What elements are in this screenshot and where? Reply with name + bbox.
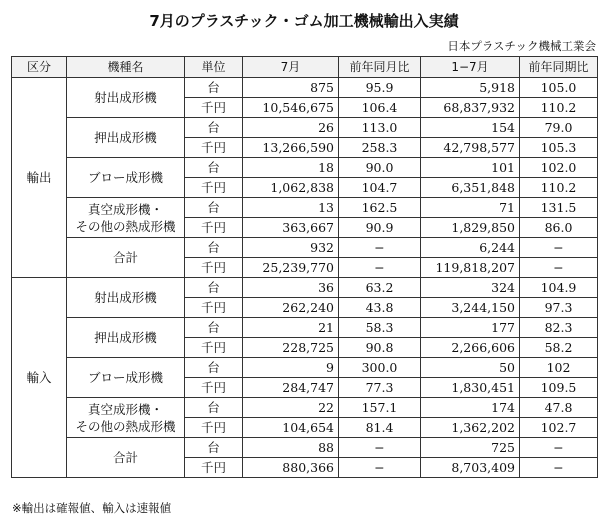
col-header-category: 区分	[12, 57, 67, 78]
unit-cell: 台	[185, 198, 243, 218]
cumulative-ratio: 131.5	[520, 198, 598, 218]
cumulative-ratio: −	[520, 438, 598, 458]
machine-name: 押出成形機	[67, 118, 185, 158]
month-value: 1,062,838	[243, 178, 339, 198]
unit-cell: 台	[185, 358, 243, 378]
cumulative-ratio: 82.3	[520, 318, 598, 338]
cumulative-value: 8,703,409	[421, 458, 520, 478]
section-label: 輸出	[12, 78, 67, 278]
month-value: 284,747	[243, 378, 339, 398]
machine-name: 射出成形機	[67, 78, 185, 118]
machine-name: 真空成形機・ その他の熱成形機	[67, 398, 185, 438]
machine-name: 合計	[67, 438, 185, 478]
unit-cell: 千円	[185, 98, 243, 118]
cumulative-ratio: 102	[520, 358, 598, 378]
cumulative-value: 6,244	[421, 238, 520, 258]
cumulative-value: 101	[421, 158, 520, 178]
cumulative-ratio: 110.2	[520, 98, 598, 118]
machine-name: 合計	[67, 238, 185, 278]
month-ratio: 63.2	[339, 278, 421, 298]
table-row	[12, 438, 598, 458]
cumulative-value: 1,362,202	[421, 418, 520, 438]
month-ratio: 300.0	[339, 358, 421, 378]
source-label: 日本プラスチック機械工業会	[447, 39, 596, 53]
cumulative-value: 6,351,848	[421, 178, 520, 198]
month-value: 21	[243, 318, 339, 338]
month-ratio: 90.0	[339, 158, 421, 178]
month-value: 363,667	[243, 218, 339, 238]
cumulative-ratio: 104.9	[520, 278, 598, 298]
cumulative-value: 2,266,606	[421, 338, 520, 358]
month-ratio: 58.3	[339, 318, 421, 338]
table-row	[12, 78, 598, 98]
month-value: 932	[243, 238, 339, 258]
month-ratio: 106.4	[339, 98, 421, 118]
section-label: 輸入	[12, 278, 67, 478]
footnote: ※輸出は確報値、輸入は速報値	[12, 501, 172, 515]
unit-cell: 台	[185, 278, 243, 298]
month-value: 228,725	[243, 338, 339, 358]
table-body	[12, 78, 598, 478]
unit-cell: 台	[185, 78, 243, 98]
month-ratio: −	[339, 238, 421, 258]
month-value: 22	[243, 398, 339, 418]
trade-table	[11, 56, 598, 478]
cumulative-ratio: 102.0	[520, 158, 598, 178]
month-ratio: −	[339, 258, 421, 278]
cumulative-value: 174	[421, 398, 520, 418]
unit-cell: 千円	[185, 338, 243, 358]
machine-name: 押出成形機	[67, 318, 185, 358]
month-value: 26	[243, 118, 339, 138]
unit-cell: 台	[185, 438, 243, 458]
month-value: 9	[243, 358, 339, 378]
cumulative-value: 5,918	[421, 78, 520, 98]
month-value: 25,239,770	[243, 258, 339, 278]
col-header-machine: 機種名	[67, 57, 185, 78]
unit-cell: 台	[185, 238, 243, 258]
month-value: 880,366	[243, 458, 339, 478]
unit-cell: 台	[185, 398, 243, 418]
page-title: 7月のプラスチック・ゴム加工機械輸出入実績	[149, 12, 459, 30]
cumulative-value: 68,837,932	[421, 98, 520, 118]
month-ratio: 43.8	[339, 298, 421, 318]
cumulative-value: 1,829,850	[421, 218, 520, 238]
cumulative-ratio: 79.0	[520, 118, 598, 138]
col-header-cumulative-ratio: 前年同期比	[520, 57, 598, 78]
table-row	[12, 158, 598, 178]
col-header-month-ratio: 前年同月比	[339, 57, 421, 78]
col-header-unit: 単位	[185, 57, 243, 78]
cumulative-ratio: 47.8	[520, 398, 598, 418]
cumulative-value: 324	[421, 278, 520, 298]
machine-name: 射出成形機	[67, 278, 185, 318]
table-row	[12, 278, 598, 298]
month-value: 18	[243, 158, 339, 178]
month-ratio: −	[339, 438, 421, 458]
cumulative-value: 119,818,207	[421, 258, 520, 278]
unit-cell: 台	[185, 158, 243, 178]
cumulative-ratio: 102.7	[520, 418, 598, 438]
month-ratio: −	[339, 458, 421, 478]
unit-cell: 千円	[185, 258, 243, 278]
month-ratio: 90.8	[339, 338, 421, 358]
month-value: 36	[243, 278, 339, 298]
cumulative-value: 725	[421, 438, 520, 458]
month-ratio: 90.9	[339, 218, 421, 238]
cumulative-value: 71	[421, 198, 520, 218]
unit-cell: 千円	[185, 418, 243, 438]
month-ratio: 77.3	[339, 378, 421, 398]
col-header-cumulative: 1−7月	[421, 57, 520, 78]
unit-cell: 千円	[185, 378, 243, 398]
month-value: 13,266,590	[243, 138, 339, 158]
month-value: 104,654	[243, 418, 339, 438]
cumulative-ratio: 97.3	[520, 298, 598, 318]
month-ratio: 157.1	[339, 398, 421, 418]
month-ratio: 113.0	[339, 118, 421, 138]
cumulative-ratio: 58.2	[520, 338, 598, 358]
cumulative-ratio: −	[520, 238, 598, 258]
month-ratio: 162.5	[339, 198, 421, 218]
cumulative-ratio: 105.3	[520, 138, 598, 158]
unit-cell: 千円	[185, 178, 243, 198]
table-row	[12, 118, 598, 138]
month-ratio: 95.9	[339, 78, 421, 98]
cumulative-ratio: 110.2	[520, 178, 598, 198]
cumulative-value: 42,798,577	[421, 138, 520, 158]
cumulative-ratio: −	[520, 258, 598, 278]
unit-cell: 千円	[185, 138, 243, 158]
machine-name: ブロー成形機	[67, 358, 185, 398]
month-ratio: 258.3	[339, 138, 421, 158]
table-row	[12, 238, 598, 258]
month-ratio: 104.7	[339, 178, 421, 198]
machine-name: 真空成形機・ その他の熱成形機	[67, 198, 185, 238]
month-ratio: 81.4	[339, 418, 421, 438]
month-value: 10,546,675	[243, 98, 339, 118]
unit-cell: 千円	[185, 458, 243, 478]
table-row	[12, 198, 598, 218]
header-row	[12, 57, 598, 78]
cumulative-value: 3,244,150	[421, 298, 520, 318]
cumulative-ratio: 105.0	[520, 78, 598, 98]
unit-cell: 台	[185, 118, 243, 138]
cumulative-ratio: −	[520, 458, 598, 478]
table-row	[12, 358, 598, 378]
col-header-month: 7月	[243, 57, 339, 78]
month-value: 13	[243, 198, 339, 218]
cumulative-ratio: 109.5	[520, 378, 598, 398]
cumulative-ratio: 86.0	[520, 218, 598, 238]
month-value: 262,240	[243, 298, 339, 318]
month-value: 875	[243, 78, 339, 98]
cumulative-value: 154	[421, 118, 520, 138]
cumulative-value: 177	[421, 318, 520, 338]
cumulative-value: 1,830,451	[421, 378, 520, 398]
month-value: 88	[243, 438, 339, 458]
machine-name: ブロー成形機	[67, 158, 185, 198]
unit-cell: 台	[185, 318, 243, 338]
table-row	[12, 318, 598, 338]
unit-cell: 千円	[185, 298, 243, 318]
table-row	[12, 398, 598, 418]
cumulative-value: 50	[421, 358, 520, 378]
unit-cell: 千円	[185, 218, 243, 238]
